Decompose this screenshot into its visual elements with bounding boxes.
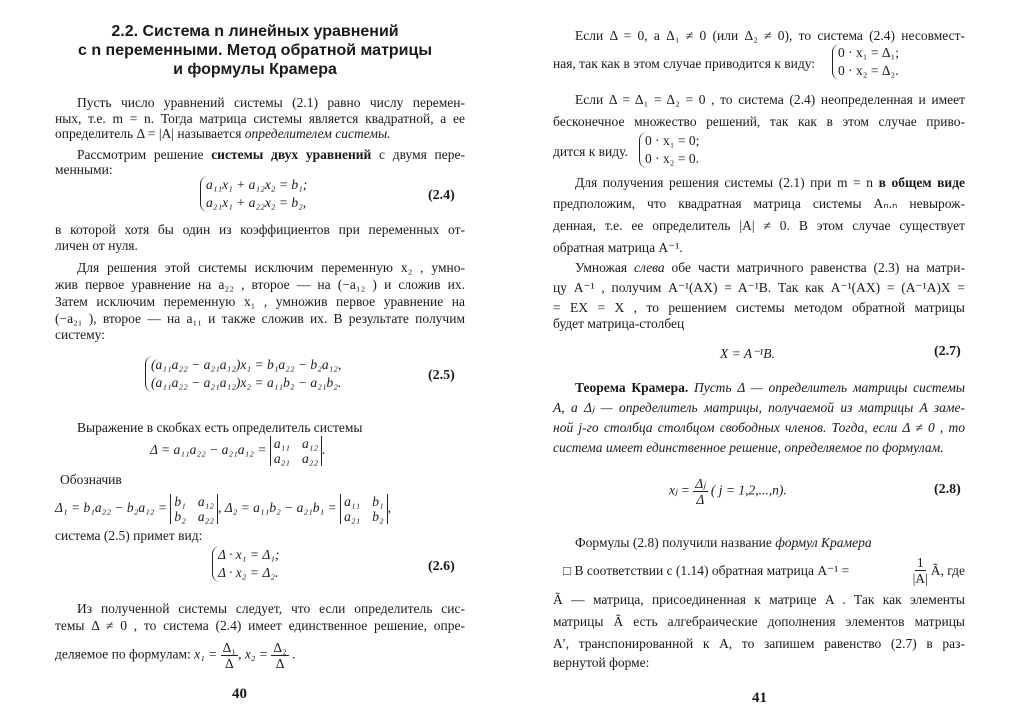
theorem-title: Теорема Крамера.: [575, 380, 689, 395]
text-line: дится к виду.: [553, 144, 628, 159]
text-line: Для решения этой системы исключим переменную x₂ , умно-: [77, 260, 465, 275]
page-40: [0, 0, 500, 724]
text-line: Ã — матрица, присоединенная к матрице A . Так как элементы: [553, 592, 965, 607]
cell: b₂: [372, 509, 384, 524]
section-title-line-3: и формулы Крамера: [173, 61, 337, 78]
equation-2-5: [145, 356, 341, 392]
formula: , x₂ =: [238, 646, 268, 662]
bold-term: системы двух уравнений: [211, 147, 372, 162]
section-title-line-1: 2.2. Система n линейных уравнений: [111, 23, 399, 40]
system-indeterminate: [639, 132, 699, 168]
text-line: [55, 147, 465, 163]
formula: , Δ₂ = a₁₁b₂ − a₂₁b₁ =: [217, 500, 337, 516]
system-inconsistent: [832, 44, 899, 80]
text-line: [553, 260, 965, 276]
cell: a₁₂: [301, 436, 319, 451]
text-line: Выражение в скобках есть определитель системы: [77, 420, 363, 435]
equation-number: (2.4): [428, 188, 455, 203]
section-title-line-2: с n переменными. Метод обратной матрицы: [77, 42, 433, 59]
equation-number: (2.5): [428, 368, 455, 383]
fraction: [693, 476, 707, 507]
determinant-matrix: [170, 494, 218, 524]
text-line: ных, т.е. m = n. Тогда матрица системы является квадратной, а ее: [55, 111, 465, 126]
page-41: [512, 0, 1024, 724]
cell: b₁: [372, 494, 384, 509]
cell: a₁₂: [197, 494, 214, 509]
equation-2-8: [669, 476, 787, 507]
text-line: будет матрица-столбец: [553, 316, 685, 331]
text-line: жив первое уравнение на a₂₂ , второе — на (−a₁₂ ) и сложив их.: [55, 277, 465, 292]
text: с двумя пере-: [371, 147, 465, 162]
punctuation: .: [292, 646, 296, 662]
text-line: Пусть число уравнений системы (2.1) равно числу перемен-: [77, 95, 465, 110]
denominator: Δ: [696, 492, 705, 507]
cell: a₂₂: [301, 451, 319, 466]
determinant-matrix: [340, 494, 388, 524]
fraction: [221, 640, 238, 671]
equation-line: 0 · x₁ = 0;: [645, 133, 700, 148]
cell: a₂₁: [344, 509, 361, 524]
numerator: Δ₂: [273, 640, 287, 655]
determinant-matrix: [270, 436, 322, 466]
text-line: [553, 555, 965, 586]
text-line: [55, 640, 465, 671]
text-line: денная, т.е. ее определитель |A| ≠ 0. В этом случае существует: [553, 218, 965, 233]
text-line: предположим, что квадратная матрица системы Aₙ.ₙ невырож-: [553, 196, 965, 211]
italic-term: формул Крамера: [775, 535, 872, 550]
determinant-equation: Δ = a₁₁a₂₂ − a₂₁a₁₂ = a₁₁ a₁₂ a₂₁ a₂₂ .: [150, 436, 326, 466]
theorem-line: система имеет единственное решение, определяемое по формулам.: [553, 440, 944, 455]
text: обе части матричного равенства (2.3) на матри-: [664, 260, 965, 275]
formula: x₁ =: [194, 646, 218, 662]
text-line: личен от нуля.: [55, 238, 138, 253]
equation-line: (a₁₁a₂₂ − a₂₁a₁₂)x₁ = b₁a₂₂ − b₂a₁₂,: [151, 357, 342, 372]
equation-line: 0 · x₂ = Δ₂.: [838, 63, 899, 78]
denominator: |A|: [912, 571, 928, 586]
text-line: = EX = X , то решением системы методом обратной матрицы: [553, 300, 965, 315]
page-number: 41: [752, 690, 767, 706]
equation-line: a₁₁x₁ + a₁₂x₂ = b₁;: [206, 177, 308, 192]
italic-text: Пусть Δ — определитель матрицы системы: [688, 380, 966, 395]
bold-term: в общем виде: [878, 175, 966, 190]
equation-line: Δ · x₂ = Δ₂.: [218, 565, 279, 580]
text-line: система (2.5) примет вид:: [55, 528, 203, 543]
equation-2-6: [212, 546, 279, 582]
page-number: 40: [232, 686, 247, 702]
text-line: A′, транспонированной к A, то запишем равенство (2.7) в раз-: [553, 636, 965, 651]
text-line: (−a₂₁ ), второе — на a₁₁ и также сложив их. В результате получим: [55, 311, 465, 326]
text: Для получения решения системы (2.1) при m = n: [575, 175, 879, 190]
italic-term: слева: [633, 260, 665, 275]
text-line: [553, 175, 965, 191]
text: определитель Δ = |A| называется: [55, 126, 245, 141]
text-line: систему:: [55, 327, 105, 342]
equation-line: 0 · x₁ = Δ₁;: [838, 45, 899, 60]
cell: b₁: [174, 494, 186, 509]
theorem-line: A, а Δⱼ — определитель матрицы, получаемой из матрицы A заме-: [553, 400, 965, 415]
text: Формулы (2.8) получили название: [575, 535, 776, 550]
text-line: [55, 126, 465, 142]
equation-line: (a₁₁a₂₂ − a₂₁a₁₂)x₂ = a₁₁b₂ − a₂₁b₂.: [151, 375, 342, 390]
cell: a₂₂: [197, 509, 214, 524]
equation-line: Δ · x₁ = Δ₁;: [218, 547, 280, 562]
fraction: [271, 640, 288, 671]
formula: xⱼ =: [669, 482, 690, 498]
text-line: ная, так как в этом случае приводится к виду:: [553, 56, 816, 71]
denominator: Δ: [225, 656, 234, 671]
theorem-line: [553, 380, 965, 396]
equation-2-4: [200, 176, 307, 212]
denominator: Δ: [275, 656, 285, 671]
text-line: обратная матрица A⁻¹.: [553, 240, 683, 255]
text: деляемое по формулам:: [55, 646, 195, 662]
text-line: в которой хотя бы один из коэффициентов при переменных от-: [55, 222, 465, 237]
numerator: 1: [916, 555, 924, 570]
text: Умножая: [575, 260, 634, 275]
cell: b₂: [174, 509, 186, 524]
text-line: матрицы Ã есть алгебраические дополнения элементов матрицы: [553, 614, 965, 629]
text-line: Затем исключим переменную x₁ , умножив первое уравнение на: [55, 294, 465, 309]
formula: Δ₁ = b₁a₂₂ − b₂a₁₂ =: [55, 500, 167, 516]
text-line: вернутой форме:: [553, 655, 650, 670]
text-line: темы Δ ≠ 0 , то система (2.4) имеет единственное решение, опре-: [55, 618, 465, 633]
cell: a₁₁: [344, 494, 361, 509]
numerator: Δⱼ: [695, 476, 706, 491]
text-line: Если Δ = 0, а Δ₁ ≠ 0 (или Δ₂ ≠ 0), то система (2.4) несовмест-: [575, 28, 965, 43]
text: Рассмотрим решение: [77, 147, 212, 162]
text: □ В соответствии с (1.14) обратная матрица A⁻¹ =: [563, 562, 850, 578]
text-line: Если Δ = Δ₁ = Δ₂ = 0 , то система (2.4) неопределенная и имеет: [575, 92, 965, 107]
text-line: Обозначив: [60, 472, 122, 487]
text-line: менными:: [55, 162, 113, 177]
text-line: бесконечное множество решений, так как в этом случае приво-: [553, 114, 965, 129]
cell: a₁₁: [273, 436, 290, 451]
formula: ( j = 1,2,...,n).: [707, 482, 787, 498]
equation-line: 0 · x₂ = 0.: [645, 151, 699, 166]
theorem-line: ной j-го столбца столбцом свободных членов. Тогда, если Δ ≠ 0 , то: [553, 420, 965, 435]
italic-term: определителем системы.: [244, 126, 391, 141]
delta-definitions: Δ₁ = b₁a₂₂ − b₂a₁₂ = b₁ a₁₂ b₂ a₂₂ , Δ₂ = a₁₁b₂ − a₂₁b₁ = a₁₁ b₁ a₂₁ b₂ ,: [55, 494, 392, 524]
equation-number: (2.7): [934, 344, 961, 359]
fraction: [913, 555, 928, 586]
text: Ã, где: [930, 562, 965, 578]
text-line: Из полученной системы следует, что если определитель сис-: [77, 601, 465, 616]
formula: Δ = a₁₁a₂₂ − a₂₁a₁₂ =: [150, 442, 267, 458]
equation-2-7: X = A⁻¹B.: [720, 346, 775, 361]
equation-line: a₂₁x₁ + a₂₂x₂ = b₂,: [206, 195, 307, 210]
cell: a₂₁: [273, 451, 290, 466]
numerator: Δ₁: [222, 640, 237, 655]
text-line: [553, 535, 872, 551]
equation-number: (2.6): [428, 559, 455, 574]
equation-number: (2.8): [934, 482, 961, 497]
text-line: цу A⁻¹ , получим A⁻¹(AX) = A⁻¹B. Так как A⁻¹(AX) = (A⁻¹A)X =: [553, 280, 965, 295]
